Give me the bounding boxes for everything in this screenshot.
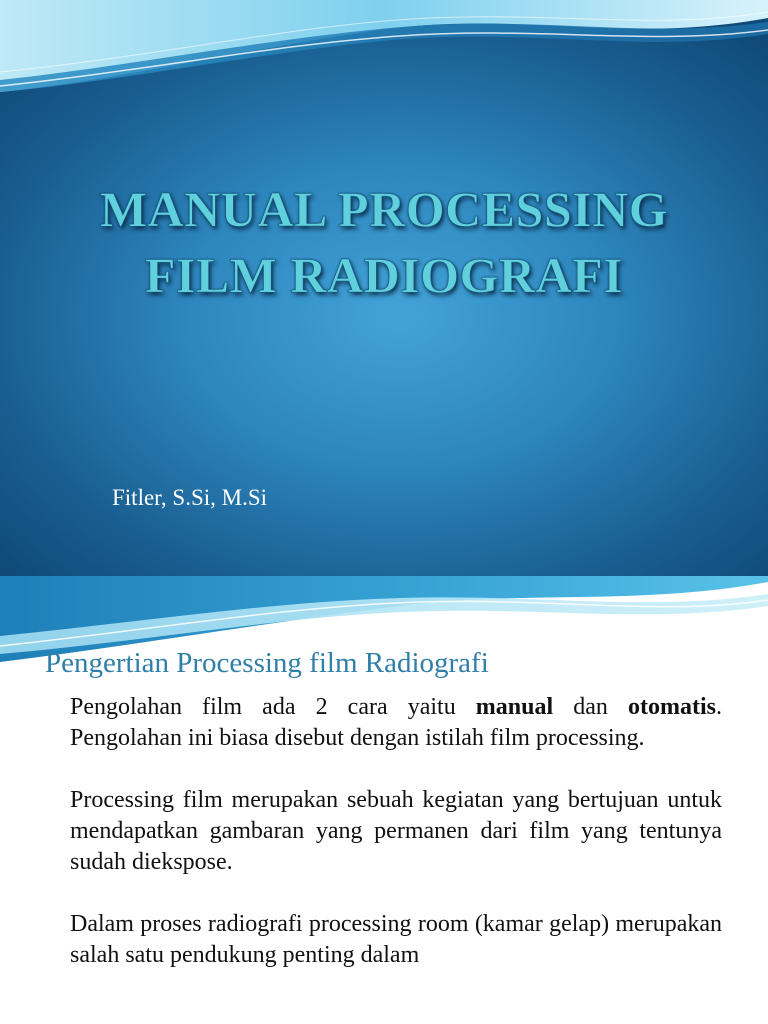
paragraph-1-text: Pengolahan film ada 2 cara yaitu bbox=[70, 694, 476, 720]
paragraph-1 bbox=[70, 692, 722, 754]
paragraph-2: Processing film merupakan sebuah kegiatan yang bertujuan untuk mendapatkan gambaran yang permanen dari film yang tentunya sudah diekspose. bbox=[70, 787, 722, 875]
paragraph-1-text: dan bbox=[553, 694, 629, 720]
slide-title bbox=[20, 176, 748, 308]
wave-decoration-top bbox=[0, 0, 768, 110]
title-line-1: MANUAL PROCESSING bbox=[99, 181, 669, 237]
bold-term-otomatis: otomatis bbox=[628, 694, 716, 720]
paragraph-1-text: . Pengolahan ini biasa disebut dengan istilah film processing. bbox=[70, 694, 722, 751]
title-line-2: FILM RADIOGRAFI bbox=[144, 247, 624, 303]
slide-body bbox=[70, 692, 722, 1002]
paragraph-3: Dalam proses radiografi processing room (kamar gelap) merupakan salah satu pendukung penting dalam bbox=[70, 911, 722, 968]
author-name: Fitler, S.Si, M.Si bbox=[112, 485, 268, 510]
content-slide bbox=[0, 576, 768, 1024]
bold-term-manual: manual bbox=[475, 694, 554, 720]
slide-heading: Pengertian Processing film Radiografi bbox=[45, 647, 489, 679]
